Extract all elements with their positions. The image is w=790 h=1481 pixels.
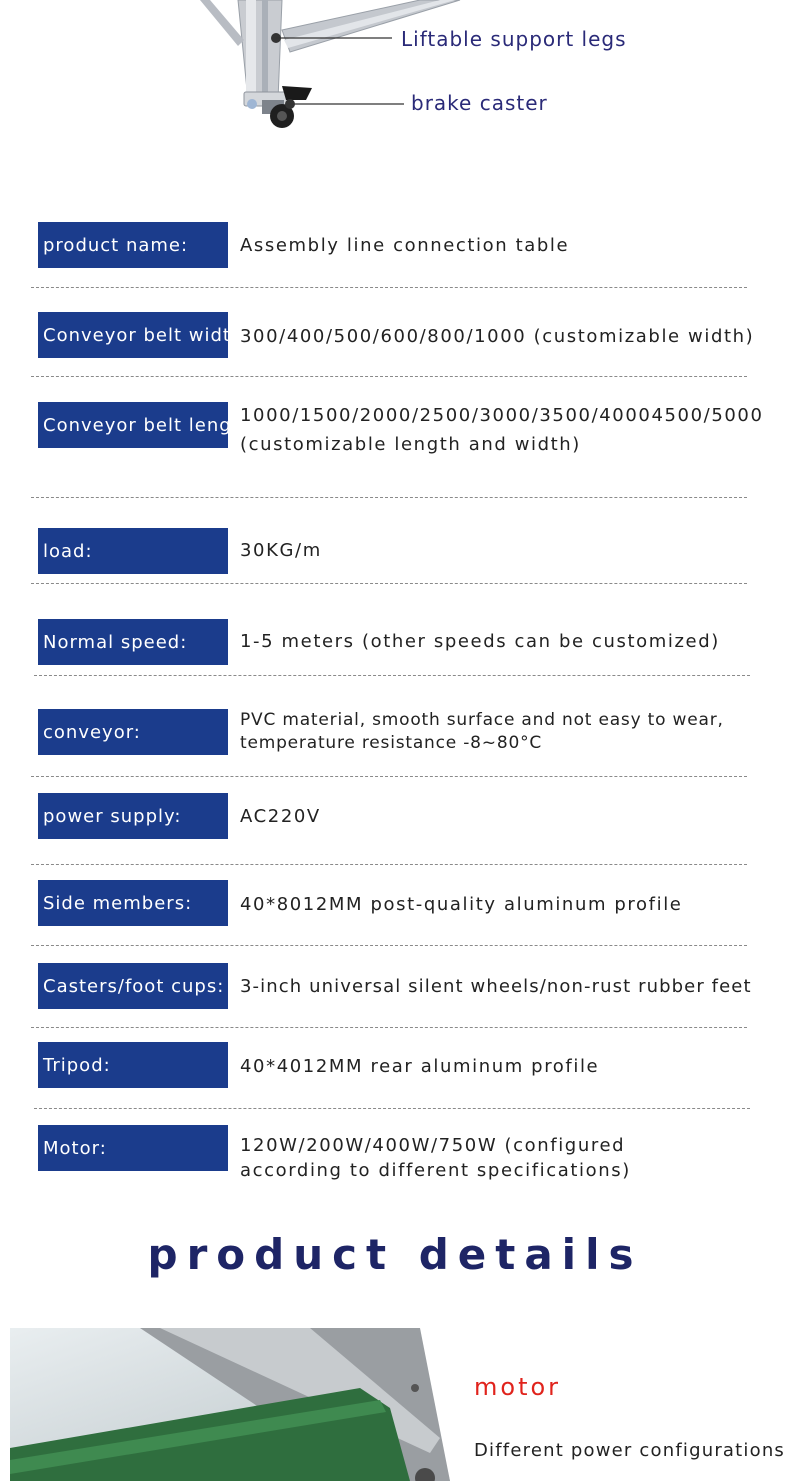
spec-label-conveyor: conveyor: bbox=[38, 709, 228, 755]
spec-label-side-members: Side members: bbox=[38, 880, 228, 926]
spec-label-product-name: product name: bbox=[38, 222, 228, 268]
product-details-heading: product details bbox=[147, 1230, 643, 1279]
spec-value-side-members: 40*8012MM post-quality aluminum profile bbox=[240, 894, 683, 915]
callout-legs-label: Liftable support legs bbox=[401, 27, 627, 51]
spec-divider bbox=[31, 583, 747, 584]
callout-caster-label: brake caster bbox=[411, 91, 548, 115]
conveyor-motor-photo bbox=[10, 1328, 450, 1481]
spec-value-belt-length: 1000/1500/2000/2500/3000/3500/40004500/5000 (customizable length and width) bbox=[240, 405, 764, 455]
spec-label-belt-length: Conveyor belt length: bbox=[38, 402, 228, 448]
spec-label-tripod: Tripod: bbox=[38, 1042, 228, 1088]
spec-divider bbox=[31, 497, 747, 498]
motor-section-title: motor bbox=[474, 1373, 562, 1401]
spec-divider bbox=[31, 287, 747, 288]
spec-divider bbox=[31, 945, 747, 946]
spec-value-casters: 3-inch universal silent wheels/non-rust rubber feet bbox=[240, 976, 752, 997]
spec-label-casters: Casters/foot cups: bbox=[38, 963, 228, 1009]
spec-value-load: 30KG/m bbox=[240, 540, 322, 561]
motor-section-description: Different power configurations bbox=[474, 1440, 786, 1461]
spec-value-tripod: 40*4012MM rear aluminum profile bbox=[240, 1056, 600, 1077]
spec-label-motor: Motor: bbox=[38, 1125, 228, 1171]
spec-divider bbox=[34, 1108, 750, 1109]
spec-label-normal-speed: Normal speed: bbox=[38, 619, 228, 665]
spec-divider bbox=[31, 776, 747, 777]
spec-value-motor: 120W/200W/400W/750W (configured according to different specifications) bbox=[240, 1135, 631, 1181]
spec-label-belt-width: Conveyor belt width: bbox=[38, 312, 228, 358]
spec-value-normal-speed: 1-5 meters (other speeds can be customized) bbox=[240, 631, 720, 652]
spec-value-power-supply: AC220V bbox=[240, 806, 321, 827]
spec-divider bbox=[31, 864, 747, 865]
spec-value-belt-width: 300/400/500/600/800/1000 (customizable width) bbox=[240, 326, 755, 347]
spec-value-conveyor: PVC material, smooth surface and not easy to wear, temperature resistance -8~80°C bbox=[240, 710, 724, 753]
spec-label-load: load: bbox=[38, 528, 228, 574]
spec-divider bbox=[31, 1027, 747, 1028]
spec-value-product-name: Assembly line connection table bbox=[240, 235, 570, 256]
product-frame-image bbox=[0, 0, 790, 150]
spec-divider bbox=[34, 675, 750, 676]
spec-divider bbox=[31, 376, 747, 377]
spec-label-power-supply: power supply: bbox=[38, 793, 228, 839]
